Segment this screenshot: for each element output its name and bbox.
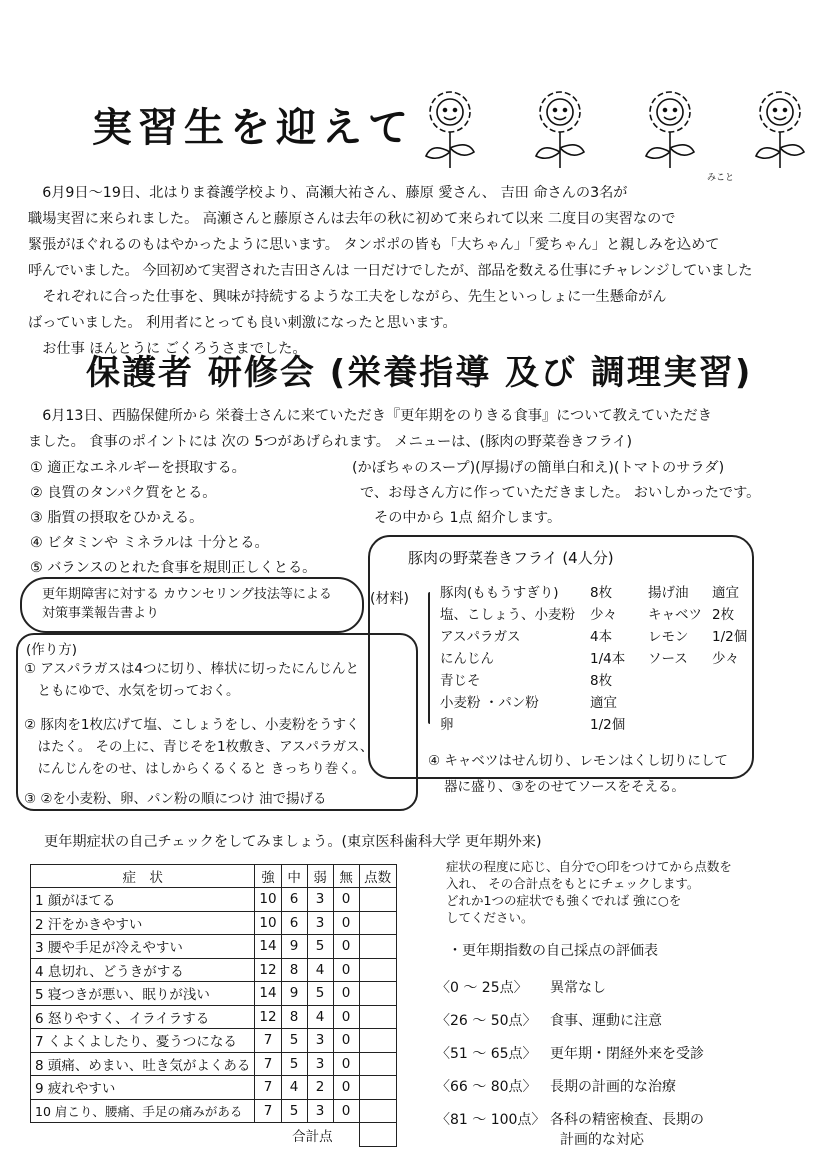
points-cell[interactable] <box>359 911 396 935</box>
points-cell[interactable] <box>359 888 396 912</box>
points-cell[interactable] <box>359 1099 396 1123</box>
score-cell: 14 <box>255 935 281 959</box>
score-cell: 9 <box>281 935 307 959</box>
recipe-title: 豚肉の野菜巻きフライ (4人分) <box>408 549 614 567</box>
ingredient-list <box>440 582 625 736</box>
sunflower-icon <box>646 92 694 168</box>
score-cell: 4 <box>281 1076 307 1100</box>
points-cell[interactable] <box>359 958 396 982</box>
table-row <box>31 1005 397 1029</box>
score-cell: 5 <box>281 1029 307 1053</box>
ingredient-row <box>440 670 625 692</box>
score-cell: 7 <box>255 1099 281 1123</box>
step-line: にんじんをのせ、はしからくるくると きっちり巻く。 <box>24 761 366 777</box>
list-item: ③ 脂質の摂取をひかえる。 <box>30 510 204 526</box>
table-row <box>31 1029 397 1053</box>
ingredient-name: 豚肉(ももうすぎり) <box>440 585 559 601</box>
ingredient-row <box>440 604 625 626</box>
score-cell: 12 <box>255 1005 281 1029</box>
ingredient-row <box>440 714 625 736</box>
evaluation-text: 食事、運動に注意 <box>550 1013 662 1029</box>
step-line: はたく。 その上に、青じそを1枚敷き、アスパラガス、 <box>24 739 374 755</box>
score-cell: 3 <box>307 888 333 912</box>
column-header: 症 状 <box>31 865 255 888</box>
evaluation-text: 長期の計画的な治療 <box>550 1079 676 1095</box>
ingredient-name: 卵 <box>440 717 454 733</box>
points-cell[interactable] <box>359 982 396 1006</box>
score-cell: 5 <box>307 935 333 959</box>
score-cell: 3 <box>307 1029 333 1053</box>
score-cell: 3 <box>307 1099 333 1123</box>
evaluation-row <box>436 972 704 1005</box>
score-cell: 12 <box>255 958 281 982</box>
ingredient-qty: 適宜 <box>712 585 739 601</box>
ingredient-qty: 1/2個 <box>590 717 626 733</box>
ingredient-row <box>440 582 625 604</box>
evaluation-row <box>436 1005 704 1038</box>
ingredient-name: ソース <box>648 651 688 667</box>
score-cell: 0 <box>333 1029 359 1053</box>
score-cell: 10 <box>255 911 281 935</box>
sunflower-illustration <box>420 90 820 170</box>
step-line: ③ ②を小麦粉、卵、パン粉の順につけ 油で揚げる <box>24 791 327 807</box>
sunflower-icon <box>426 92 474 168</box>
points-cell[interactable] <box>359 1029 396 1053</box>
points-cell[interactable] <box>359 1005 396 1029</box>
ingredient-bracket <box>428 592 432 724</box>
nutrition-points <box>30 456 316 581</box>
ingredient-name: アスパラガス <box>440 629 521 645</box>
ingredient-row <box>648 604 747 626</box>
steps-list <box>24 658 373 810</box>
menu-continuation <box>352 456 760 531</box>
score-range: 〈0 〜 25点〉 <box>436 980 528 996</box>
points-cell[interactable] <box>359 935 396 959</box>
paragraph-line: 職場実習に来られました。 高瀬さんと藤原さんは去年の秋に初めて来られて以来 二度目の実習なので <box>28 211 676 227</box>
step-line: ② 豚肉を1枚広げて塩、こしょうをし、小麦粉をうすく <box>24 717 360 733</box>
paragraph-line: ばっていました。 利用者にとっても良い刺激になったと思います。 <box>28 315 457 331</box>
evaluation-row <box>436 1038 704 1071</box>
table-row <box>31 1076 397 1100</box>
ingredient-row <box>440 648 625 670</box>
column-header: 中 <box>281 865 307 888</box>
table-header-row <box>31 865 397 888</box>
score-cell: 0 <box>333 911 359 935</box>
score-cell: 9 <box>281 982 307 1006</box>
column-header: 弱 <box>307 865 333 888</box>
ingredient-qty: 1/2個 <box>712 629 748 645</box>
step-line: ともにゆで、水気を切っておく。 <box>24 683 240 699</box>
ingredient-qty: 少々 <box>712 651 739 667</box>
score-cell: 5 <box>281 1052 307 1076</box>
ingredient-qty: 2枚 <box>712 607 735 623</box>
paragraph-line: 6月13日、西脇保健所から 栄養士さんに来ていただき『更年期をのりきる食事』について教えていただき <box>28 408 712 424</box>
recipe-step4 <box>428 748 728 800</box>
score-cell: 0 <box>333 1052 359 1076</box>
symptom-name: 5 寝つきが悪い、眠りが浅い <box>31 982 255 1006</box>
ingredient-qty: 少々 <box>590 607 617 623</box>
intern-paragraph <box>28 180 752 362</box>
ingredient-name: レモン <box>648 629 689 645</box>
column-header: 無 <box>333 865 359 888</box>
score-cell: 0 <box>333 1076 359 1100</box>
instruction-line: 入れ、 その合計点をもとにチェックします。 <box>446 876 700 891</box>
score-cell: 5 <box>307 982 333 1006</box>
paragraph-line: 6月9日〜19日、北はりま養護学校より、高瀬大祐さん、藤原 愛さん、 吉田 命さんの3名が <box>28 185 628 201</box>
ingredient-row <box>648 626 747 648</box>
score-cell: 7 <box>255 1052 281 1076</box>
table-row <box>31 935 397 959</box>
ingredient-qty: 8枚 <box>590 673 613 689</box>
table-row <box>31 982 397 1006</box>
instruction-line: してください。 <box>446 910 534 925</box>
step-line: ① アスパラガスは4つに切り、棒状に切ったにんじんと <box>24 661 359 677</box>
page-title-intern: 実習生を迎えて <box>92 105 414 151</box>
ingredient-name: 塩、こしょう、小麦粉 <box>440 607 575 623</box>
table-row <box>31 888 397 912</box>
instruction-line: どれか1つの症状でも強くでれば 強に○を <box>446 893 682 908</box>
list-item: ② 良質のタンパク質をとる。 <box>30 485 217 501</box>
ingredient-qty: 4本 <box>590 629 613 645</box>
ingredient-name: 青じそ <box>440 673 481 689</box>
score-cell: 0 <box>333 1005 359 1029</box>
ingredient-name: 小麦粉 ・パン粉 <box>440 695 539 711</box>
symptom-name: 6 怒りやすく、イライラする <box>31 1005 255 1029</box>
score-cell: 6 <box>281 911 307 935</box>
score-range: 〈26 〜 50点〉 <box>436 1013 537 1029</box>
self-check-title: 更年期症状の自己チェックをしてみましょう。(東京医科歯科大学 更年期外来) <box>44 834 542 850</box>
score-cell: 0 <box>333 888 359 912</box>
score-cell: 4 <box>307 1005 333 1029</box>
score-cell: 5 <box>281 1099 307 1123</box>
ingredient-row <box>648 582 747 604</box>
sunflower-icon <box>756 92 804 168</box>
symptom-name: 9 疲れやすい <box>31 1076 255 1100</box>
page-title-seminar: 保護者 研修会 (栄養指導 及び 調理実習) <box>86 353 753 393</box>
paragraph-line: ました。 食事のポイントには 次の 5つがあげられます。 メニューは、(豚肉の野菜巻きフライ) <box>28 434 633 450</box>
paragraph-line: 呼んでいました。 今回初めて実習された吉田さんは 一日だけでしたが、部品を数える仕事にチャレンジしていました <box>28 263 753 279</box>
score-cell: 0 <box>333 982 359 1006</box>
ingredient-qty: 8枚 <box>590 585 613 601</box>
ingredient-qty: 1/4本 <box>590 651 626 667</box>
column-header: 点数 <box>359 865 396 888</box>
sunflower-icon <box>536 92 584 168</box>
evaluation-row-cont: 計画的な対応 <box>560 1132 644 1148</box>
score-cell: 2 <box>307 1076 333 1100</box>
score-cell: 6 <box>281 888 307 912</box>
ingredient-row <box>440 626 625 648</box>
points-cell[interactable] <box>359 1052 396 1076</box>
score-cell: 0 <box>333 958 359 982</box>
score-cell: 7 <box>255 1029 281 1053</box>
evaluation-text: 更年期・閉経外来を受診 <box>550 1046 704 1062</box>
table-row <box>31 958 397 982</box>
symptom-table <box>30 864 397 1147</box>
paragraph-line: 緊張がほぐれるのもはやかったように思います。 タンポポの皆も「大ちゃん」「愛ちゃん」と親しみを込めて <box>28 237 720 253</box>
ingredient-qty: 適宜 <box>590 695 617 711</box>
ingredient-name: にんじん <box>440 651 494 667</box>
evaluation-text: 異常なし <box>550 980 606 996</box>
symptom-name: 1 顔がほてる <box>31 888 255 912</box>
seminar-intro <box>28 403 712 455</box>
instruction-line: 症状の程度に応じ、自分で○印をつけてから点数を <box>446 859 732 874</box>
evaluation-text: 各科の精密検査、長期の <box>550 1112 704 1128</box>
table-row <box>31 1099 397 1123</box>
step-line: ④ キャベツはせん切り、レモンはくし切りにして <box>428 753 728 769</box>
paragraph-line: それぞれに合った仕事を、興味が持続するような工夫をしながら、先生といっしょに一生懸命がん <box>28 289 667 305</box>
symptom-name: 7 くよくよしたり、憂うつになる <box>31 1029 255 1053</box>
paragraph-line: お仕事 ほんとうに ごくろうさまでした。 <box>28 341 307 357</box>
score-cell: 0 <box>333 1099 359 1123</box>
ingredient-row <box>648 648 747 670</box>
score-cell: 0 <box>333 935 359 959</box>
score-cell: 4 <box>307 958 333 982</box>
score-range: 〈66 〜 80点〉 <box>436 1079 537 1095</box>
symptom-name: 10 肩こり、腰痛、手足の痛みがある <box>31 1099 255 1123</box>
paragraph-line: その中から 1点 紹介します。 <box>374 510 562 526</box>
steps-label: (作り方) <box>26 642 78 658</box>
column-header: 強 <box>255 865 281 888</box>
table-row <box>31 911 397 935</box>
points-cell[interactable] <box>359 1076 396 1100</box>
list-item: ④ ビタミンや ミネラルは 十分とる。 <box>30 535 269 551</box>
ingredient-row <box>440 692 625 714</box>
name-ruby: みこと <box>707 173 735 183</box>
total-cell[interactable] <box>359 1123 396 1147</box>
score-cell: 3 <box>307 911 333 935</box>
score-cell: 14 <box>255 982 281 1006</box>
score-range: 〈51 〜 65点〉 <box>436 1046 537 1062</box>
ingredient-name: キャベツ <box>648 607 702 623</box>
evaluation-row <box>436 1071 704 1104</box>
table-row <box>31 1052 397 1076</box>
score-range: 〈81 〜 100点〉 <box>436 1112 546 1128</box>
paragraph-line: で、お母さん方に作っていただきました。 おいしかったです。 <box>360 485 761 501</box>
materials-label: (材料) <box>370 591 409 607</box>
evaluation-list <box>436 972 704 1150</box>
source-note-line: 更年期障害に対する カウンセリング技法等による <box>42 587 332 602</box>
score-cell: 7 <box>255 1076 281 1100</box>
ingredient-name: 揚げ油 <box>648 585 689 601</box>
check-instructions <box>446 858 732 926</box>
evaluation-row <box>436 1110 704 1130</box>
symptom-name: 3 腰や手足が冷えやすい <box>31 935 255 959</box>
symptom-name: 8 頭痛、めまい、吐き気がよくある <box>31 1052 255 1076</box>
step-line: 器に盛り、③をのせてソースをそえる。 <box>444 779 685 795</box>
score-cell: 8 <box>281 1005 307 1029</box>
source-note-line: 対策事業報告書より <box>42 606 160 621</box>
symptom-name: 2 汗をかきやすい <box>31 911 255 935</box>
extras-list <box>648 582 747 670</box>
score-cell: 3 <box>307 1052 333 1076</box>
score-cell: 10 <box>255 888 281 912</box>
symptom-name: 4 息切れ、どうきがする <box>31 958 255 982</box>
source-note <box>42 585 332 623</box>
list-item: ⑤ バランスのとれた食事を規則正しくとる。 <box>30 560 317 576</box>
score-cell: 8 <box>281 958 307 982</box>
total-label: 合計点 <box>292 1128 333 1145</box>
table-total-row <box>31 1123 397 1147</box>
list-item: ① 適正なエネルギーを摂取する。 <box>30 460 246 476</box>
evaluation-title: ・更年期指数の自己採点の評価表 <box>448 943 658 959</box>
paragraph-line: (かぼちゃのスープ)(厚揚げの簡単白和え)(トマトのサラダ) <box>352 460 725 476</box>
